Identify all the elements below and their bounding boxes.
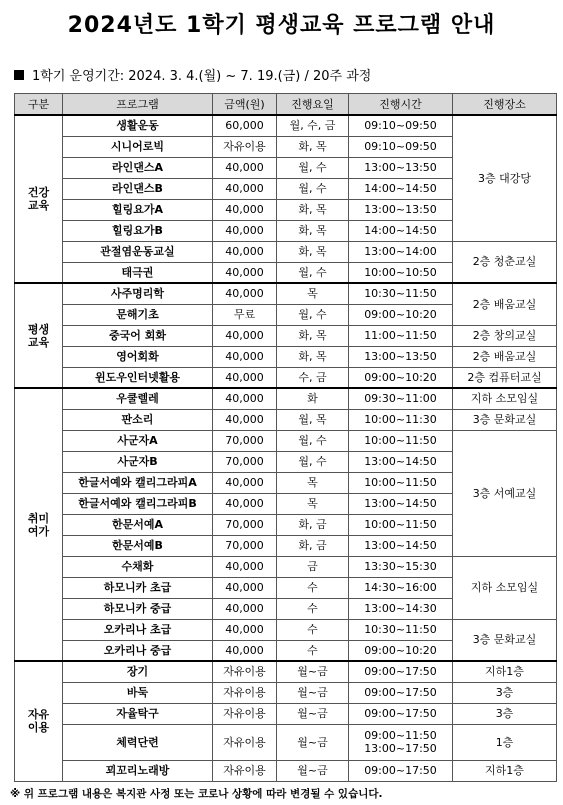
time-cell: 09:10~09:50 — [349, 136, 453, 157]
time-cell: 09:00~17:50 — [349, 703, 453, 724]
table-row — [15, 367, 557, 388]
program-cell: 오카리나 중급 — [63, 640, 213, 661]
program-cell: 라인댄스B — [63, 178, 213, 199]
program-cell: 하모니카 중급 — [63, 598, 213, 619]
days-cell: 수, 금 — [277, 367, 349, 388]
program-cell: 하모니카 초급 — [63, 577, 213, 598]
category-cell: 건강 교육 — [15, 115, 63, 283]
fee-cell: 40,000 — [213, 472, 277, 493]
operation-period — [14, 65, 371, 84]
program-cell: 라인댄스A — [63, 157, 213, 178]
place-cell: 1층 — [453, 724, 557, 760]
fee-cell: 자유이용 — [213, 724, 277, 760]
days-cell: 월, 수 — [277, 262, 349, 283]
fee-cell: 40,000 — [213, 388, 277, 409]
time-cell: 09:30~11:00 — [349, 388, 453, 409]
table-row — [15, 556, 557, 577]
category-cell: 평생 교육 — [15, 283, 63, 388]
table-row — [15, 115, 557, 136]
header-time: 진행시간 — [349, 94, 453, 116]
days-cell: 월~금 — [277, 760, 349, 781]
table-row — [15, 682, 557, 703]
table-row — [15, 388, 557, 409]
table-row — [15, 619, 557, 640]
table-row — [15, 703, 557, 724]
table-group — [15, 661, 557, 781]
place-cell: 3층 대강당 — [453, 115, 557, 241]
days-cell: 금 — [277, 556, 349, 577]
days-cell: 월, 수 — [277, 304, 349, 325]
program-cell: 사군자B — [63, 451, 213, 472]
time-cell: 13:00~14:00 — [349, 241, 453, 262]
time-cell: 10:30~11:50 — [349, 283, 453, 304]
place-cell: 3층 — [453, 682, 557, 703]
place-cell: 2층 창의교실 — [453, 325, 557, 346]
table-row — [15, 661, 557, 682]
header-days: 진행요일 — [277, 94, 349, 116]
table-row — [15, 430, 557, 451]
time-cell: 13:00~13:50 — [349, 157, 453, 178]
fee-cell: 자유이용 — [213, 661, 277, 682]
table-header-row — [15, 94, 557, 116]
fee-cell: 40,000 — [213, 241, 277, 262]
fee-cell: 40,000 — [213, 325, 277, 346]
program-cell: 문해기초 — [63, 304, 213, 325]
days-cell: 수 — [277, 640, 349, 661]
operation-period-text: 1학기 운영기간: 2024. 3. 4.(월) ~ 7. 19.(금) / 20주 과정 — [32, 69, 372, 84]
fee-cell: 자유이용 — [213, 760, 277, 781]
time-cell: 14:30~16:00 — [349, 577, 453, 598]
program-cell: 힐링요가B — [63, 220, 213, 241]
program-cell: 한글서예와 캘리그라피B — [63, 493, 213, 514]
fee-cell: 40,000 — [213, 346, 277, 367]
table-group — [15, 115, 557, 283]
time-cell: 09:00~17:50 — [349, 760, 453, 781]
fee-cell: 60,000 — [213, 115, 277, 136]
header-place: 진행장소 — [453, 94, 557, 116]
program-cell: 관절염운동교실 — [63, 241, 213, 262]
place-cell: 2층 배움교실 — [453, 283, 557, 325]
program-cell: 장기 — [63, 661, 213, 682]
time-cell: 11:00~11:50 — [349, 325, 453, 346]
place-cell: 3층 문화교실 — [453, 619, 557, 661]
fee-cell: 40,000 — [213, 598, 277, 619]
program-cell: 중국어 회화 — [63, 325, 213, 346]
program-cell: 체력단련 — [63, 724, 213, 760]
time-cell: 09:10~09:50 — [349, 115, 453, 136]
time-cell: 09:00~11:50 13:00~17:50 — [349, 724, 453, 760]
fee-cell: 자유이용 — [213, 136, 277, 157]
program-cell: 바둑 — [63, 682, 213, 703]
time-cell: 13:00~14:30 — [349, 598, 453, 619]
fee-cell: 40,000 — [213, 157, 277, 178]
header-category: 구분 — [15, 94, 63, 116]
days-cell: 화, 목 — [277, 136, 349, 157]
table-row — [15, 346, 557, 367]
program-cell: 수채화 — [63, 556, 213, 577]
fee-cell: 40,000 — [213, 556, 277, 577]
footnote: ※ 위 프로그램 내용은 복지관 사정 또는 코로나 상황에 따라 변경될 수 있습니다. — [10, 788, 383, 800]
days-cell: 목 — [277, 493, 349, 514]
time-cell: 13:00~14:50 — [349, 535, 453, 556]
fee-cell: 70,000 — [213, 451, 277, 472]
days-cell: 화, 목 — [277, 220, 349, 241]
program-cell: 우쿨렐레 — [63, 388, 213, 409]
table-group — [15, 283, 557, 388]
time-cell: 13:00~14:50 — [349, 451, 453, 472]
time-cell: 10:00~10:50 — [349, 262, 453, 283]
fee-cell: 40,000 — [213, 493, 277, 514]
program-table — [14, 93, 557, 782]
table-row — [15, 325, 557, 346]
days-cell: 월, 수 — [277, 178, 349, 199]
page-title: 2024년도 1학기 평생교육 프로그램 안내 — [67, 13, 496, 38]
table-row — [15, 283, 557, 304]
program-cell: 사주명리학 — [63, 283, 213, 304]
days-cell: 수 — [277, 577, 349, 598]
place-cell: 3층 서예교실 — [453, 430, 557, 556]
time-cell: 09:00~17:50 — [349, 661, 453, 682]
fee-cell: 자유이용 — [213, 703, 277, 724]
program-cell: 꾀꼬리노래방 — [63, 760, 213, 781]
program-cell: 윈도우인터넷활용 — [63, 367, 213, 388]
days-cell: 화 — [277, 388, 349, 409]
days-cell: 월, 수 — [277, 430, 349, 451]
category-cell: 자유 이용 — [15, 661, 63, 781]
days-cell: 화, 목 — [277, 346, 349, 367]
fee-cell: 70,000 — [213, 535, 277, 556]
program-cell: 생활운동 — [63, 115, 213, 136]
days-cell: 월~금 — [277, 682, 349, 703]
time-cell: 10:00~11:30 — [349, 409, 453, 430]
fee-cell: 40,000 — [213, 577, 277, 598]
program-cell: 힐링요가A — [63, 199, 213, 220]
program-cell: 시니어로빅 — [63, 136, 213, 157]
days-cell: 수 — [277, 619, 349, 640]
days-cell: 목 — [277, 283, 349, 304]
time-cell: 13:00~13:50 — [349, 199, 453, 220]
days-cell: 화, 금 — [277, 514, 349, 535]
time-cell: 09:00~17:50 — [349, 682, 453, 703]
program-cell: 한글서예와 캘리그라피A — [63, 472, 213, 493]
fee-cell: 40,000 — [213, 367, 277, 388]
days-cell: 월~금 — [277, 724, 349, 760]
program-cell: 자율탁구 — [63, 703, 213, 724]
time-cell: 10:30~11:50 — [349, 619, 453, 640]
fee-cell: 40,000 — [213, 619, 277, 640]
category-cell: 취미 여가 — [15, 388, 63, 661]
time-cell: 14:00~14:50 — [349, 178, 453, 199]
program-cell: 사군자A — [63, 430, 213, 451]
place-cell: 지하1층 — [453, 661, 557, 682]
time-cell: 09:00~10:20 — [349, 367, 453, 388]
days-cell: 수 — [277, 598, 349, 619]
place-cell: 지하 소모임실 — [453, 388, 557, 409]
table-row — [15, 409, 557, 430]
fee-cell: 40,000 — [213, 220, 277, 241]
table-group — [15, 388, 557, 661]
time-cell: 09:00~10:20 — [349, 640, 453, 661]
program-cell: 한문서예B — [63, 535, 213, 556]
days-cell: 월, 수 — [277, 451, 349, 472]
time-cell: 13:30~15:30 — [349, 556, 453, 577]
fee-cell: 40,000 — [213, 178, 277, 199]
time-cell: 13:00~13:50 — [349, 346, 453, 367]
time-cell: 10:00~11:50 — [349, 430, 453, 451]
fee-cell: 40,000 — [213, 409, 277, 430]
days-cell: 월, 수 — [277, 157, 349, 178]
place-cell: 지하 소모임실 — [453, 556, 557, 619]
place-cell: 2층 컴퓨터교실 — [453, 367, 557, 388]
program-cell: 오카리나 초급 — [63, 619, 213, 640]
fee-cell: 무료 — [213, 304, 277, 325]
place-cell: 2층 배움교실 — [453, 346, 557, 367]
program-cell: 한문서예A — [63, 514, 213, 535]
time-cell: 10:00~11:50 — [349, 514, 453, 535]
program-cell: 판소리 — [63, 409, 213, 430]
time-cell: 14:00~14:50 — [349, 220, 453, 241]
fee-cell: 40,000 — [213, 640, 277, 661]
days-cell: 월, 목 — [277, 409, 349, 430]
days-cell: 월~금 — [277, 661, 349, 682]
fee-cell: 자유이용 — [213, 682, 277, 703]
header-fee: 금액(원) — [213, 94, 277, 116]
header-program: 프로그램 — [63, 94, 213, 116]
place-cell: 지하1층 — [453, 760, 557, 781]
days-cell: 월, 수, 금 — [277, 115, 349, 136]
days-cell: 화, 목 — [277, 325, 349, 346]
table-row — [15, 724, 557, 760]
fee-cell: 70,000 — [213, 430, 277, 451]
time-cell: 09:00~10:20 — [349, 304, 453, 325]
days-cell: 월~금 — [277, 703, 349, 724]
fee-cell: 40,000 — [213, 199, 277, 220]
place-cell: 3층 — [453, 703, 557, 724]
table-row — [15, 760, 557, 781]
program-cell: 태극권 — [63, 262, 213, 283]
table-row — [15, 241, 557, 262]
days-cell: 화, 금 — [277, 535, 349, 556]
fee-cell: 40,000 — [213, 262, 277, 283]
time-cell: 10:00~11:50 — [349, 472, 453, 493]
square-bullet-icon — [14, 70, 24, 80]
place-cell: 3층 문화교실 — [453, 409, 557, 430]
days-cell: 목 — [277, 472, 349, 493]
days-cell: 화, 목 — [277, 199, 349, 220]
place-cell: 2층 청춘교실 — [453, 241, 557, 283]
fee-cell: 70,000 — [213, 514, 277, 535]
days-cell: 화, 목 — [277, 241, 349, 262]
fee-cell: 40,000 — [213, 283, 277, 304]
program-cell: 영어회화 — [63, 346, 213, 367]
time-cell: 13:00~14:50 — [349, 493, 453, 514]
